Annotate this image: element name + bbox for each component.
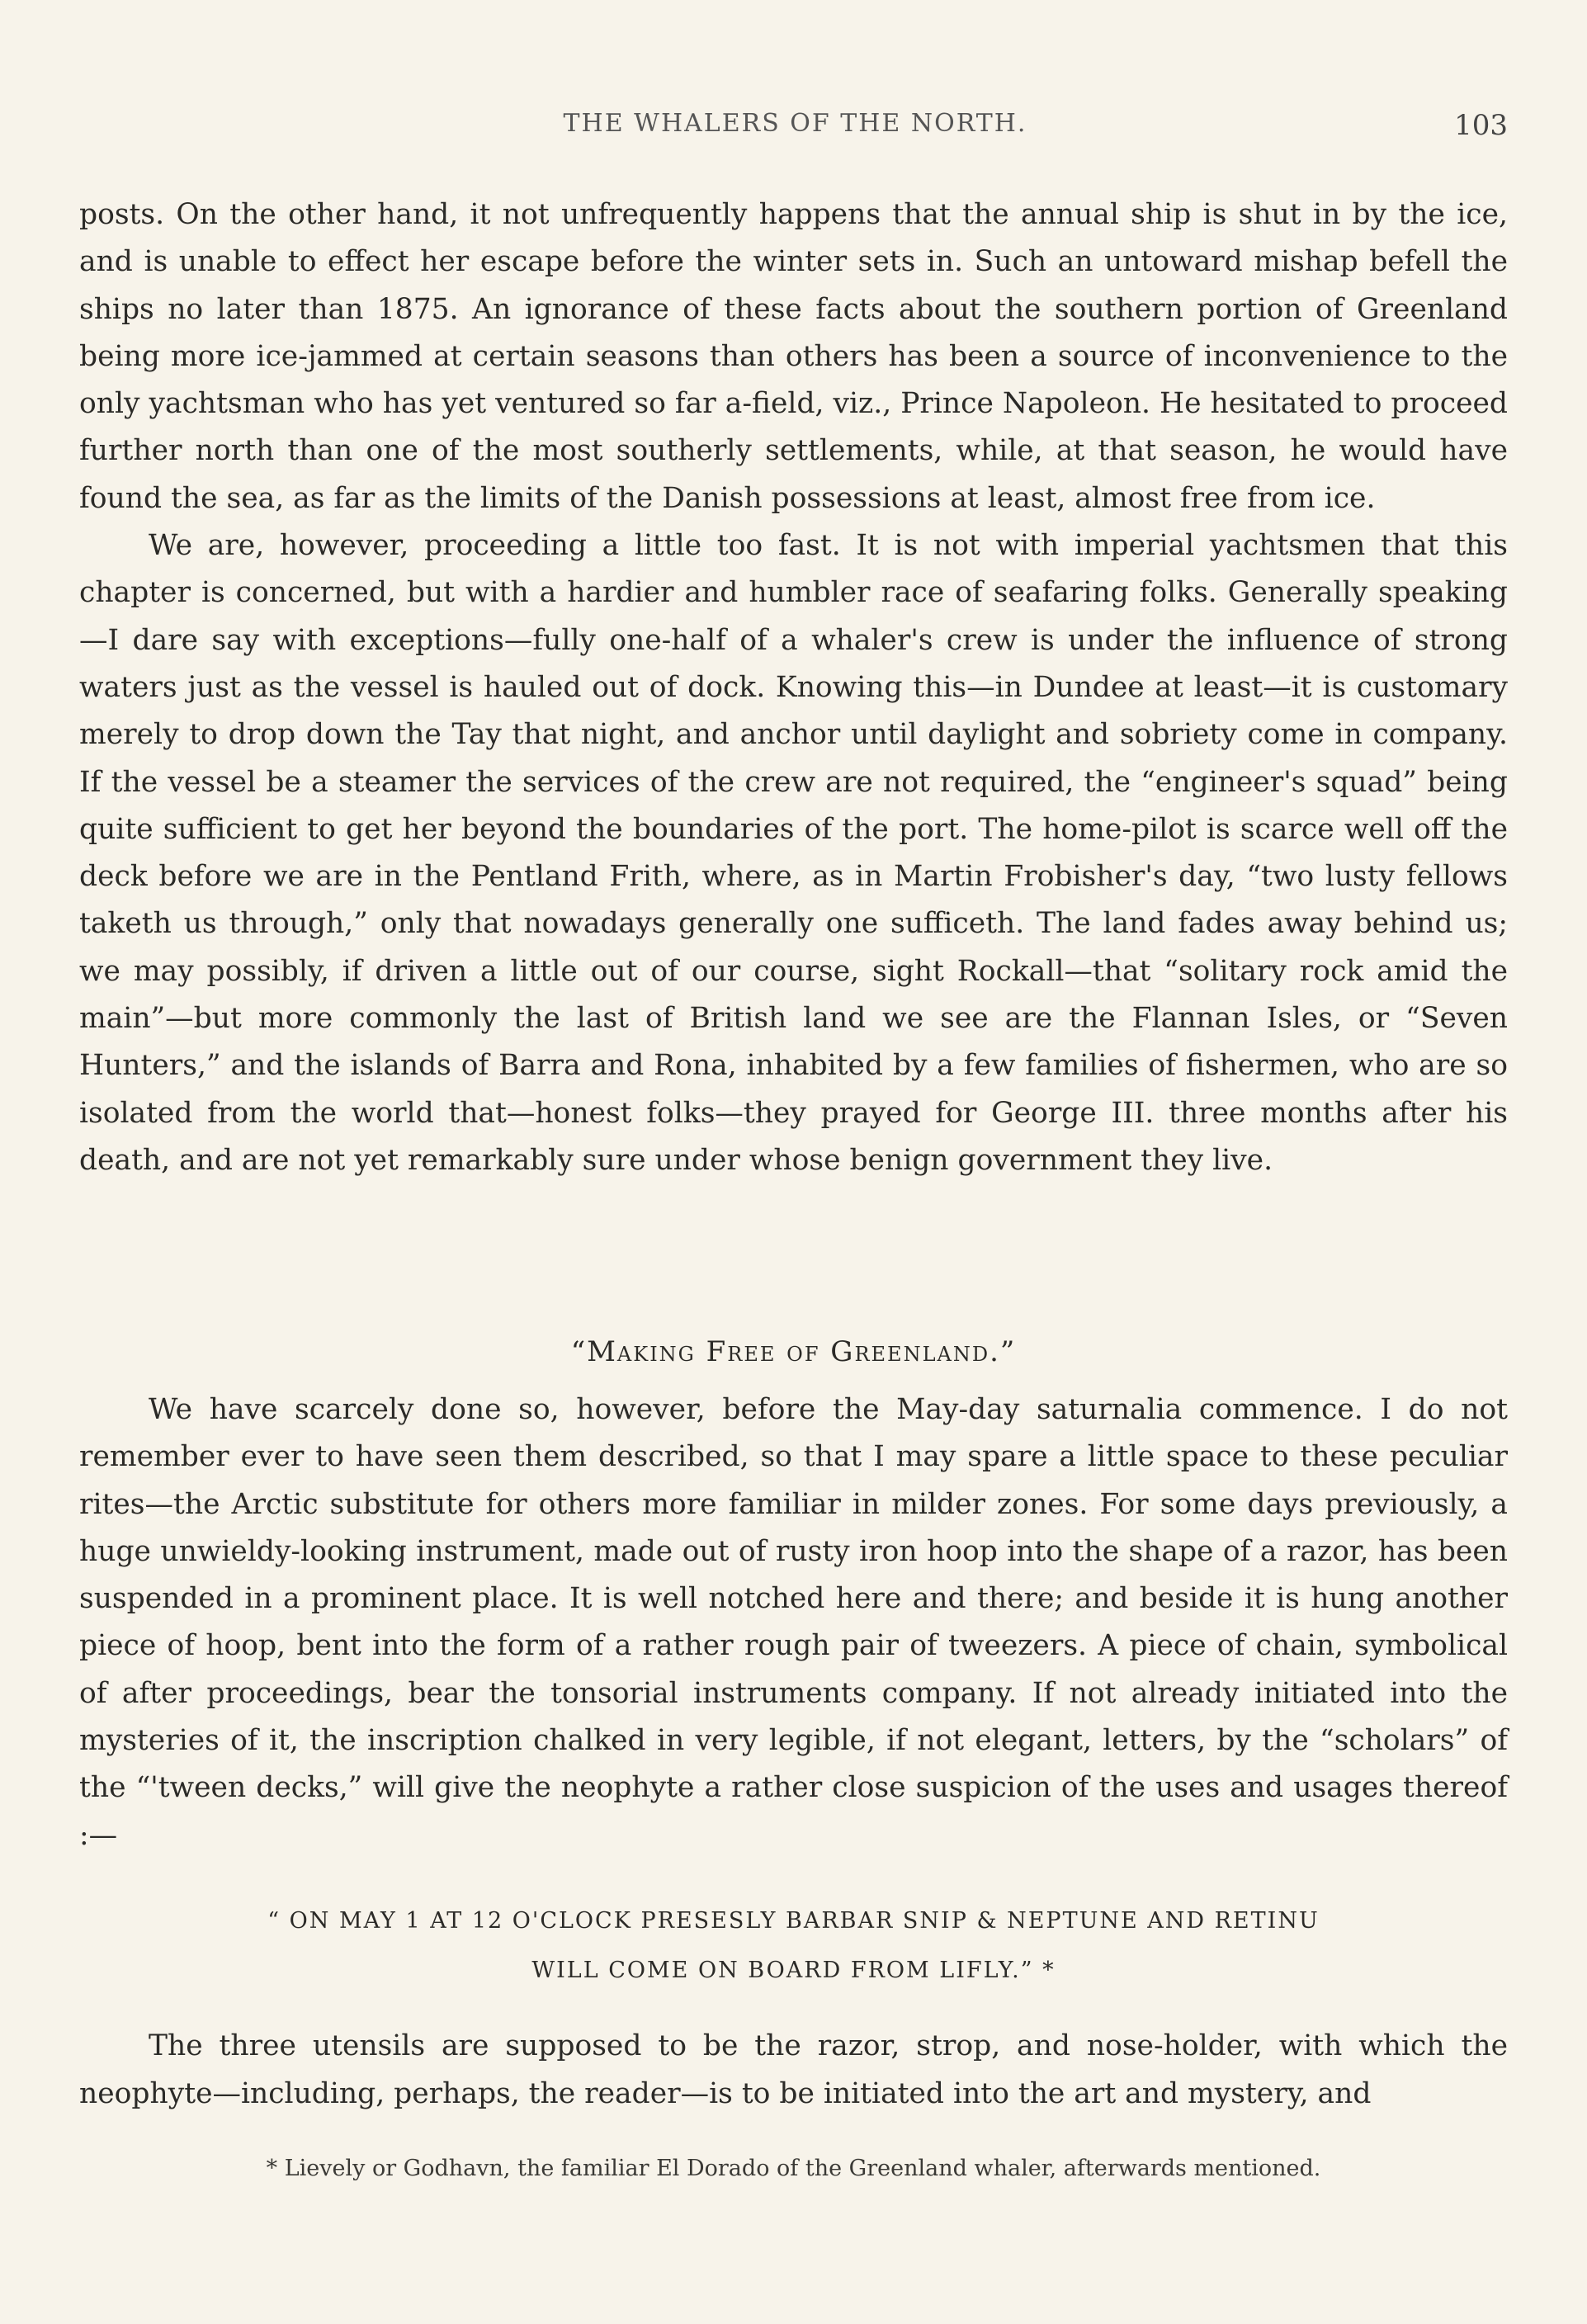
running-head-title: THE WHALERS OF THE NORTH. [563,109,1027,138]
inscription-line-2: WILL COME ON BOARD FROM LIFLY.” * [531,1958,1056,1983]
closing-section [79,2022,1508,2118]
may-day-section [79,1386,1508,1859]
running-head [83,109,1508,145]
paragraph-2: We are, however, proceeding a little too fast. It is not with imperial yachtsmen that this chapter is concerned, but with a hardier and humbler race of seafaring folks. Generally speaking—I dare say with exceptions—fully one-half of a whaler's crew is under the influence of strong waters just as the vessel is hauled out of dock. Knowing this—in Dundee at least—it is customary merely to drop down the Tay that night, and anchor until daylight and sobriety come in company. If the vessel be a steamer the services of the crew are not required, the “engineer's squad” being quite sufficient to get her beyond the boundaries of the port. The home-pilot is scarce well off the deck before we are in the Pentland Frith, where, as in Martin Frobisher's day, “two lusty fellows taketh us through,” only that nowadays generally one sufficeth. The land fades away behind us; we may possibly, if driven a little out of our course, sight Rockall—that “solitary rock amid the main”—but more commonly the last of British land we see are the Flannan Isles, or “Seven Hunters,” and the islands of Barra and Rona, inhabited by a few families of fishermen, who are so isolated from the world that—honest folks—they prayed for George III. three months after his death, and are not yet remarkably sure under whose benign government they live. [79,529,1508,1177]
section-heading: “Making Free of Greenland.” [570,1335,1017,1368]
page-number: 103 [1454,109,1508,142]
paragraph-3: We have scarcely done so, however, before the May-day saturnalia commence. I do not remember ever to have seen them described, so that I may spare a little space to these peculiar rites—the Arctic substitute for others more familiar in milder zones. For some days previously, a huge unwieldy-looking instrument, made out of rusty iron hoop into the shape of a razor, has been suspended in a prominent place. It is well notched here and there; and beside it is hung another piece of hoop, bent into the form of a rather rough pair of tweezers. A piece of chain, symbolical of after proceedings, bear the tonsorial instruments company. If not already initiated into the mysteries of it, the inscription chalked in very legible, if not elegant, letters, by the “scholars” of the “'tween decks,” will give the neophyte a rather close suspicion of the uses and usages thereof :— [79,1393,1508,1852]
opening-section [79,191,1508,1184]
paragraph-1: posts. On the other hand, it not unfrequently happens that the annual ship is shut in by the ice, and is unable to effect her escape before the winter sets in. Such an untoward mishap befell the ships no later than 1875. An ignorance of these facts about the southern portion of Greenland being more ice-jammed at certain seasons than others has been a source of inconvenience to the only yachtsman who has yet ventured so far a-field, viz., Prince Napoleon. He hesitated to proceed further north than one of the most southerly settlements, while, at that season, he would have found the sea, as far as the limits of the Danish possessions at least, almost free from ice. [79,198,1508,515]
paragraph-4: The three utensils are supposed to be the razor, strop, and nose-holder, with which the neophyte—including, perhaps, the reader—is to be initiated into the art and mystery, and [79,2029,1508,2110]
inscription-line-1: “ ON MAY 1 AT 12 O'CLOCK PRESESLY BARBAR SNIP & NEPTUNE AND RETINU [267,1908,1320,1934]
chalked-inscription [124,1897,1463,1996]
footnote: * Lievely or Godhavn, the familiar El Dorado of the Greenland whaler, afterwards mentioned. [266,2156,1321,2181]
